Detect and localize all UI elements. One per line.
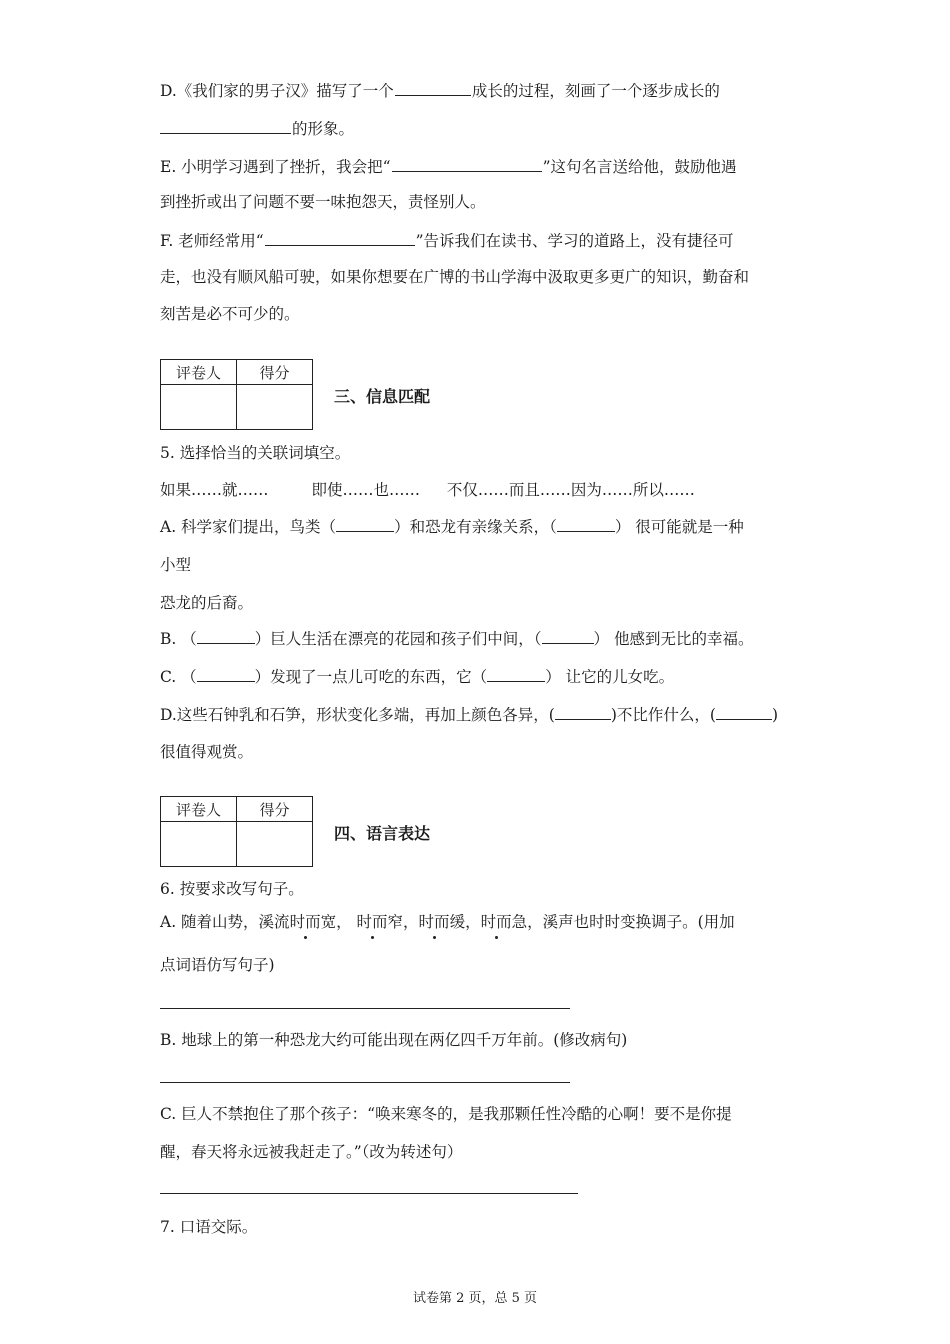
q6-item-a-line2: 点词语仿写句子) xyxy=(160,956,275,974)
q4-d-blank-2[interactable] xyxy=(160,117,291,134)
q6-a-answer-line[interactable] xyxy=(160,1008,570,1009)
q4-e-blank[interactable] xyxy=(392,155,542,172)
q4-d-text-c: 的形象。 xyxy=(292,120,355,138)
q4-d-blank-1[interactable] xyxy=(395,79,471,96)
q4-item-f-line2: 走，也没有顺风船可驶，如果你想要在广博的书山学海中汲取更多更广的知识，勤奋和 xyxy=(160,268,750,286)
score-box-grader-label: 评卷人 xyxy=(161,360,237,385)
q5-a-text-2: ）和恐龙有亲缘关系，（ xyxy=(394,518,557,536)
q5-option-2: 即使……也…… xyxy=(311,481,420,499)
q5-item-a-line1 xyxy=(160,516,744,538)
q5-b-blank-1[interactable] xyxy=(197,628,255,650)
q5-item-b xyxy=(160,628,753,650)
score-box-score-cell[interactable] xyxy=(237,822,313,867)
q5-option-1: 如果……就…… xyxy=(160,481,269,499)
section4-title: 四、语言表达 xyxy=(334,824,431,843)
q5-b-text-3: ） 他感到无比的幸福。 xyxy=(593,630,754,648)
q5-item-d-line2: 很值得观赏。 xyxy=(160,743,254,761)
q4-e-text-a: E. 小明学习遇到了挫折，我会把“ xyxy=(160,158,391,176)
score-box-score-cell[interactable] xyxy=(237,385,313,430)
q5-d-text-3: ) xyxy=(771,706,779,724)
q5-c-blank-2[interactable] xyxy=(487,666,545,688)
q4-item-d-line2 xyxy=(160,117,354,140)
q6-a-dotted-word-1: 时而 xyxy=(289,913,321,931)
q4-f-text-b: ”告诉我们在读书、学习的道路上，没有捷径可 xyxy=(415,232,734,250)
q5-stem: 5. 选择恰当的关联词填空。 xyxy=(160,444,351,462)
q6-a-text-m4: 急，溪声也时时变换调子。(用加 xyxy=(511,913,735,931)
q6-a-text-m1: 宽， xyxy=(320,913,357,931)
q6-a-dotted-word-2: 时而 xyxy=(356,913,388,931)
q5-item-d-line1 xyxy=(160,704,778,726)
q4-e-text-b: ”这句名言送给他，鼓励他遇 xyxy=(542,158,737,176)
q5-b-text-2: ）巨人生活在漂亮的花园和孩子们中间，（ xyxy=(254,630,542,648)
q5-options xyxy=(160,479,695,501)
q4-item-d-line1 xyxy=(160,79,720,102)
q5-b-text-1: B. （ xyxy=(160,630,197,648)
q5-a-blank-1[interactable] xyxy=(336,516,394,538)
q5-item-a-line2: 小型 xyxy=(160,556,192,574)
q4-d-text-b: 成长的过程，刻画了一个逐步成长的 xyxy=(471,82,720,100)
score-box-section3 xyxy=(160,359,313,430)
q5-c-blank-1[interactable] xyxy=(197,666,255,688)
q6-a-dotted-word-4: 时而 xyxy=(480,913,512,931)
q4-item-f-line3: 刻苦是必不可少的。 xyxy=(160,305,300,323)
q5-item-a-line3: 恐龙的后裔。 xyxy=(160,594,254,612)
score-box-grader-cell[interactable] xyxy=(161,385,237,430)
q7-stem: 7. 口语交际。 xyxy=(160,1218,258,1236)
q6-b-answer-line[interactable] xyxy=(160,1082,570,1083)
q6-a-text-m3: 缓， xyxy=(449,913,481,931)
q5-a-blank-2[interactable] xyxy=(557,516,615,538)
q4-d-text-a: D.《我们家的男子汉》描写了一个 xyxy=(160,82,394,100)
q4-f-blank[interactable] xyxy=(265,229,415,246)
q5-c-text-2: ）发现了一点儿可吃的东西，它（ xyxy=(254,668,488,686)
score-box-grader-label: 评卷人 xyxy=(161,797,237,822)
q4-item-f-line1 xyxy=(160,229,734,252)
q6-c-answer-line[interactable] xyxy=(160,1193,578,1194)
q5-option-3: 不仅……而且……因为……所以…… xyxy=(446,481,695,499)
score-box-grader-cell[interactable] xyxy=(161,822,237,867)
q6-a-text-pre: A. 随着山势，溪流 xyxy=(160,913,290,931)
q4-item-e-line2: 到挫折或出了问题不要一味抱怨天，责怪别人。 xyxy=(160,193,486,211)
q5-d-blank-1[interactable] xyxy=(555,704,611,726)
score-box-score-label: 得分 xyxy=(237,360,313,385)
q5-d-blank-2[interactable] xyxy=(716,704,772,726)
q4-f-text-a: F. 老师经常用“ xyxy=(160,232,264,250)
q5-c-text-3: ） 让它的儿女吃。 xyxy=(545,668,675,686)
q5-item-c xyxy=(160,666,674,688)
score-box-section4 xyxy=(160,796,313,867)
q4-item-e-line1 xyxy=(160,155,737,178)
q5-d-text-1: D.这些石钟乳和石笋，形状变化多端，再加上颜色各异，( xyxy=(160,706,555,724)
q6-stem: 6. 按要求改写句子。 xyxy=(160,880,304,898)
q6-item-a-line1 xyxy=(160,911,735,933)
q5-a-text-3: ） 很可能就是一种 xyxy=(614,518,744,536)
q5-a-text-1: A. 科学家们提出，鸟类（ xyxy=(160,518,337,536)
q5-c-text-1: C. （ xyxy=(160,668,197,686)
section3-title: 三、信息匹配 xyxy=(334,387,431,406)
q6-item-c-line2: 醒，春天将永远被我赶走了。”（改为转述句） xyxy=(160,1143,463,1161)
q6-item-c-line1: C. 巨人不禁抱住了那个孩子：“唤来寒冬的，是我那颗任性冷酷的心啊！要不是你提 xyxy=(160,1105,732,1123)
score-box-score-label: 得分 xyxy=(237,797,313,822)
q6-a-text-m2: 窄， xyxy=(387,913,419,931)
q5-d-text-2: )不比作什么，( xyxy=(610,706,716,724)
q6-item-b: B. 地球上的第一种恐龙大约可能出现在两亿四千万年前。(修改病句) xyxy=(160,1031,628,1049)
q6-a-dotted-word-3: 时而 xyxy=(418,913,450,931)
page-footer: 试卷第 2 页，总 5 页 xyxy=(412,1291,538,1306)
q5-b-blank-2[interactable] xyxy=(542,628,594,650)
